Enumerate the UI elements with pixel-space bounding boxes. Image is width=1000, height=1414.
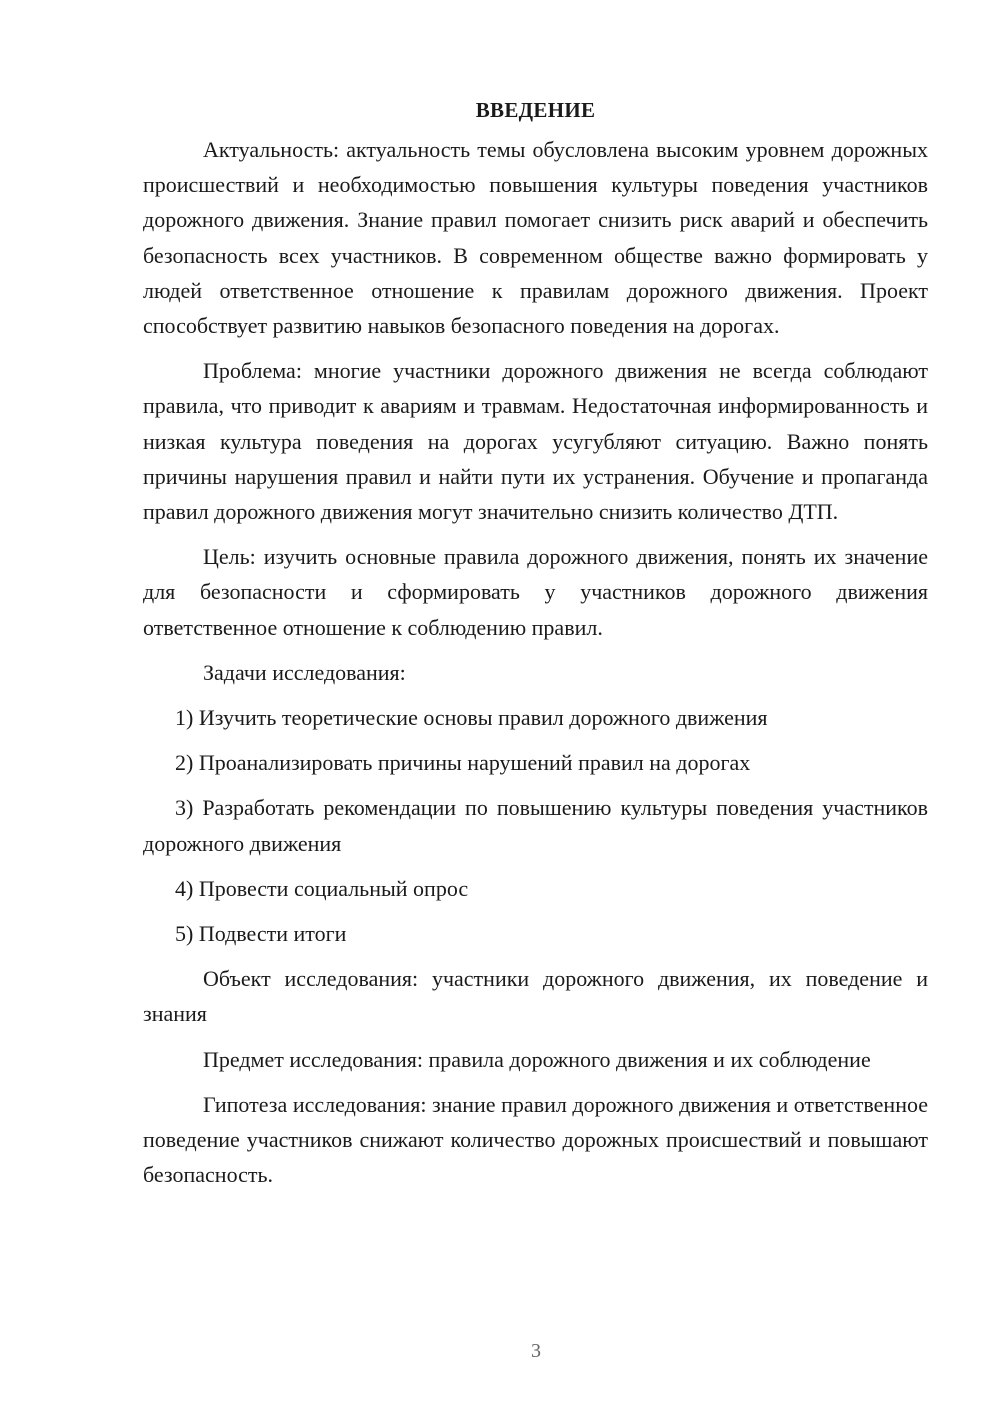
- page-content: [143, 93, 928, 1202]
- task-item-3: 3) Разработать рекомендации по повышению культуры поведения участников дорожного движения: [143, 795, 928, 856]
- task-item-5: 5) Подвести итоги: [175, 921, 347, 947]
- page-title: ВВЕДЕНИЕ: [475, 98, 596, 122]
- task-item-4: 4) Провести социальный опрос: [175, 875, 469, 901]
- goal-paragraph: Цель: изучить основные правила дорожного движения, понять их значение для безопасности и сформировать у участников дорожного движения ответственное отношение к соблюдению правил.: [143, 544, 928, 640]
- relevance-paragraph: Актуальность: актуальность темы обусловлена высоким уровнем дорожных происшествий и необходимостью повышения культуры поведения участников дорожного движения. Знание правил помогает снизить риск аварий и обеспечить безопасность всех участников. В современном обществе важно формировать у людей ответственное отношение к правилам дорожного движения. Проект способствует развитию навыков безопасного поведения на дорогах.: [143, 137, 928, 339]
- subject-paragraph: Предмет исследования: правила дорожного движения и их соблюдение: [203, 1046, 871, 1072]
- task-item-1: 1) Изучить теоретические основы правил дорожного движения: [175, 705, 768, 731]
- object-paragraph: Объект исследования: участники дорожного движения, их поведение и знания: [143, 966, 928, 1027]
- problem-paragraph: Проблема: многие участники дорожного движения не всегда соблюдают правила, что приводит к авариям и травмам. Недостаточная информированность и низкая культура поведения на дорогах усугубляют ситуацию. Важно понять причины нарушения правил и найти пути их устранения. Обучение и пропаганда правил дорожного движения могут значительно снизить количество ДТП.: [143, 358, 928, 525]
- page-number: 3: [531, 1340, 541, 1362]
- tasks-heading: Задачи исследования:: [203, 659, 406, 685]
- task-item-2: 2) Проанализировать причины нарушений правил на дорогах: [175, 750, 751, 776]
- hypothesis-paragraph: Гипотеза исследования: знание правил дорожного движения и ответственное поведение участников снижают количество дорожных происшествий и повышают безопасность.: [143, 1091, 928, 1188]
